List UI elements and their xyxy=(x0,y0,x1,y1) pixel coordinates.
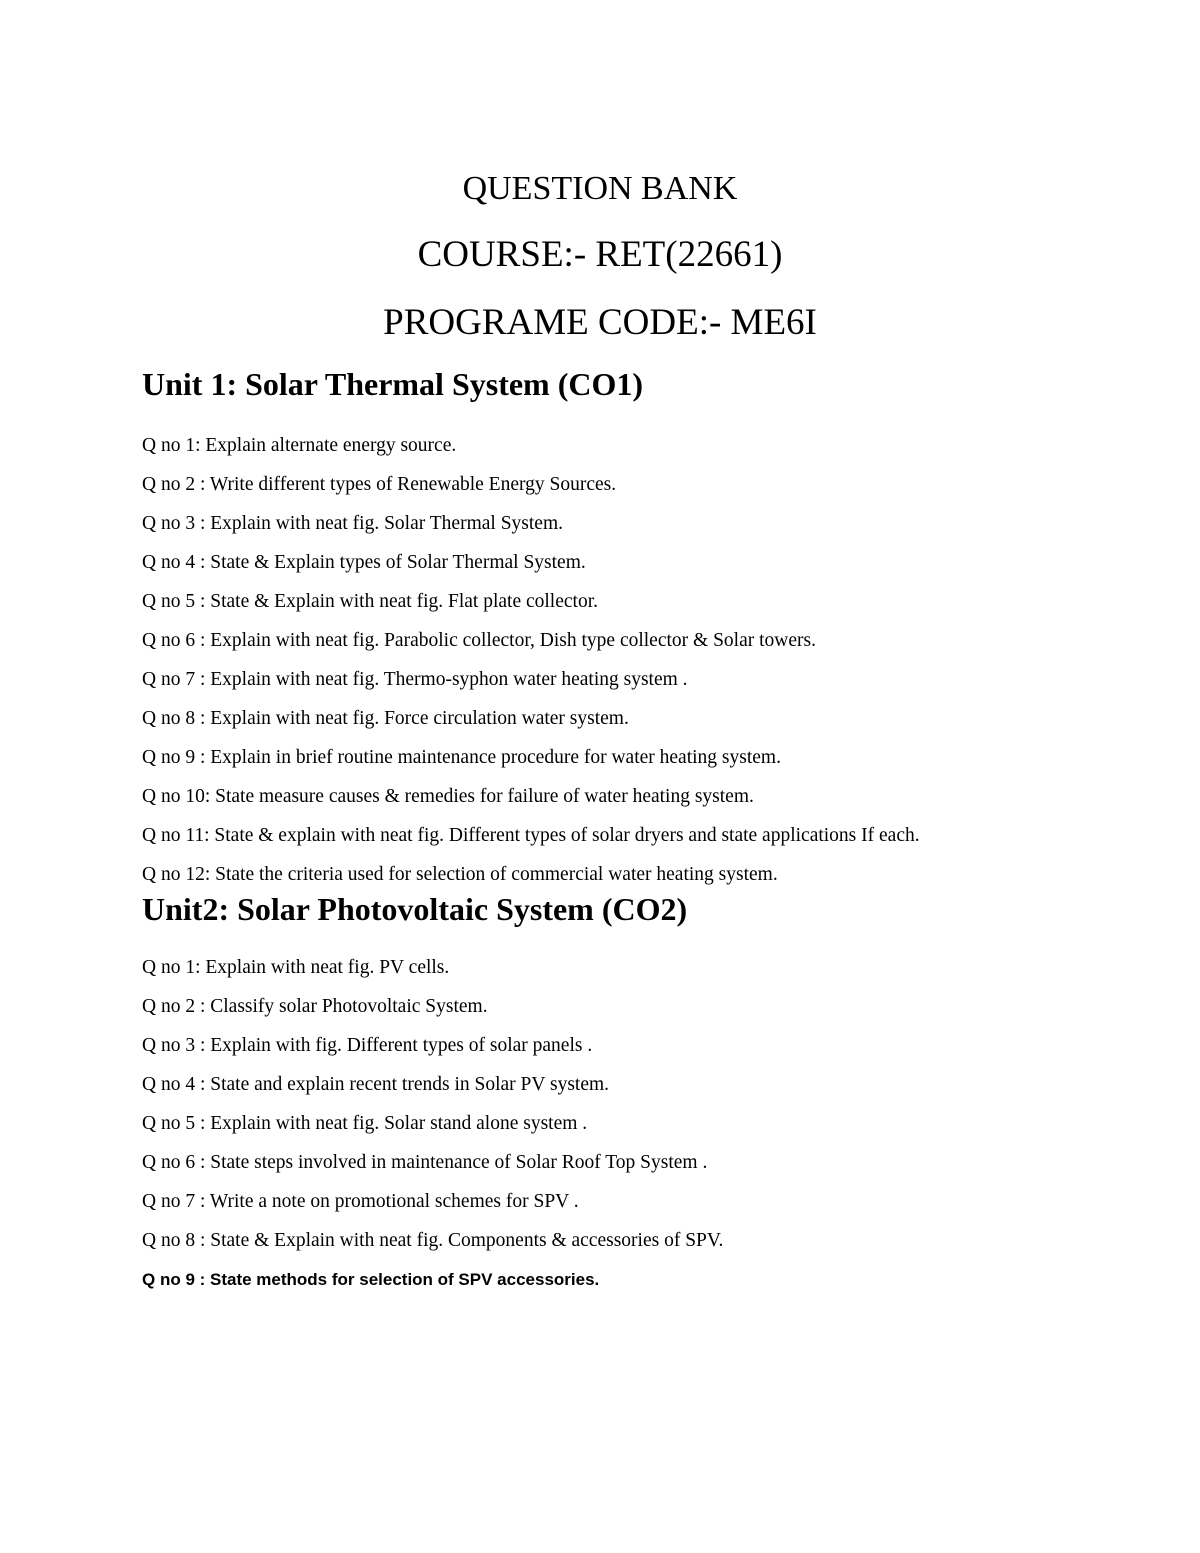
question-item: Q no 5 : State & Explain with neat fig. Flat plate collector. xyxy=(142,591,598,612)
question-item: Q no 7 : Explain with neat fig. Thermo-syphon water heating system . xyxy=(142,669,688,690)
question-item: Q no 3 : Explain with fig. Different types of solar panels . xyxy=(142,1035,593,1056)
question-item: Q no 2 : Write different types of Renewable Energy Sources. xyxy=(142,474,617,495)
unit-1-question-list xyxy=(142,426,920,894)
document-title: QUESTION BANK xyxy=(462,170,738,207)
question-item: Q no 2 : Classify solar Photovoltaic System. xyxy=(142,996,488,1017)
question-item: Q no 10: State measure causes & remedies for failure of water heating system. xyxy=(142,786,754,807)
program-code-line: PROGRAME CODE:- ME6I xyxy=(383,302,817,343)
unit-1-heading: Unit 1: Solar Thermal System (CO1) xyxy=(142,366,644,402)
question-item: Q no 8 : State & Explain with neat fig. Components & accessories of SPV. xyxy=(142,1230,724,1251)
question-item: Q no 9 : State methods for selection of SPV accessories. xyxy=(142,1270,600,1289)
question-item: Q no 1: Explain with neat fig. PV cells. xyxy=(142,957,450,978)
question-item: Q no 5 : Explain with neat fig. Solar stand alone system . xyxy=(142,1113,588,1134)
question-item: Q no 4 : State and explain recent trends in Solar PV system. xyxy=(142,1074,610,1095)
unit-2-heading: Unit2: Solar Photovoltaic System (CO2) xyxy=(142,891,688,927)
question-item: Q no 7 : Write a note on promotional schemes for SPV . xyxy=(142,1191,579,1212)
question-item: Q no 3 : Explain with neat fig. Solar Thermal System. xyxy=(142,513,563,534)
unit-2-question-list xyxy=(142,948,723,1299)
question-item: Q no 6 : State steps involved in maintenance of Solar Roof Top System . xyxy=(142,1152,708,1173)
question-item: Q no 11: State & explain with neat fig. Different types of solar dryers and state applications If each. xyxy=(142,825,920,846)
question-item: Q no 12: State the criteria used for selection of commercial water heating system. xyxy=(142,864,778,885)
question-item: Q no 8 : Explain with neat fig. Force circulation water system. xyxy=(142,708,629,729)
question-item: Q no 1: Explain alternate energy source. xyxy=(142,435,457,456)
question-item: Q no 9 : Explain in brief routine maintenance procedure for water heating system. xyxy=(142,747,781,768)
question-item: Q no 6 : Explain with neat fig. Parabolic collector, Dish type collector & Solar towers. xyxy=(142,630,816,651)
question-item: Q no 4 : State & Explain types of Solar Thermal System. xyxy=(142,552,586,573)
course-line: COURSE:- RET(22661) xyxy=(417,234,783,275)
